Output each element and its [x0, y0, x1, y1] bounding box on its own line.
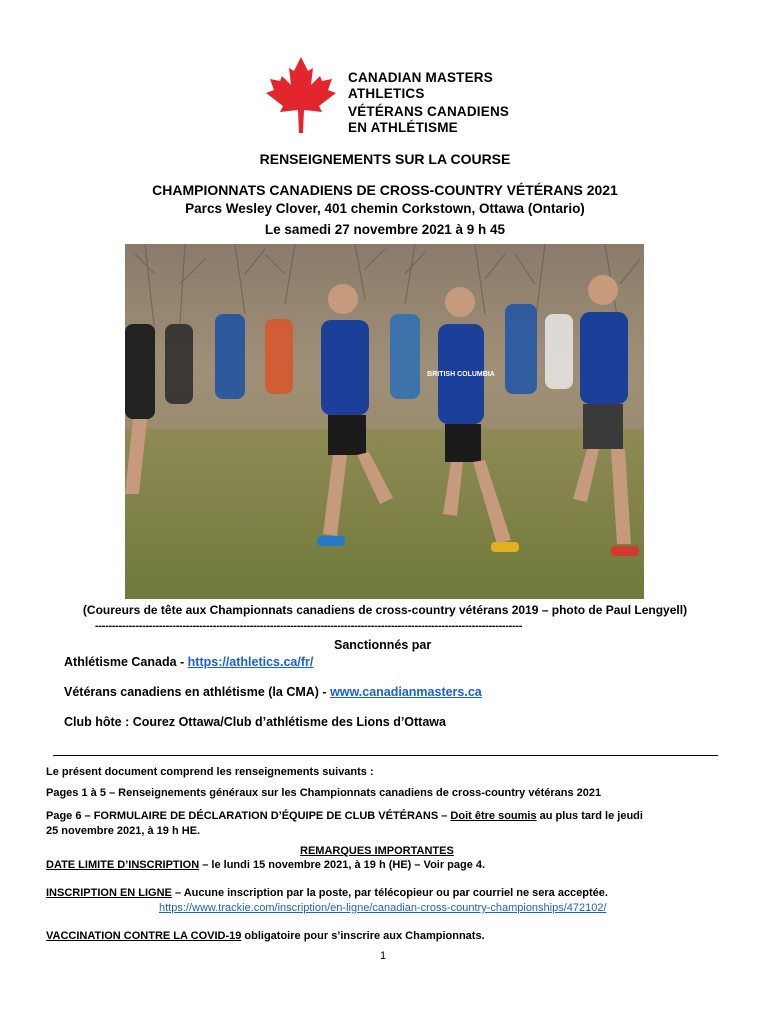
page6-text-b: au plus tard le jeudi [536, 810, 643, 822]
contents-page-6 [46, 810, 643, 822]
page6-text-a: Page 6 – FORMULAIRE DE DÉCLARATION D’ÉQUIPE DE CLUB VÉTÉRANS – [46, 810, 451, 822]
maple-leaf-icon [262, 55, 340, 135]
logo-line-4: EN ATHLÉTISME [348, 120, 458, 135]
host-club: Club hôte : Courez Ottawa/Club d’athlétisme des Lions d’Ottawa [64, 715, 446, 729]
photo-caption: (Coureurs de tête aux Championnats canadiens de cross-country vétérans 2019 – photo de Paul Lengyell) [82, 603, 688, 617]
remarks-heading: REMARQUES IMPORTANTES [300, 845, 454, 857]
contents-intro: Le présent document comprend les renseignements suivants : [46, 766, 374, 778]
organization-logo-text [348, 70, 509, 136]
page-number: 1 [380, 950, 387, 962]
deadline-text: – le lundi 15 novembre 2021, à 19 h (HE) – Voir page 4. [199, 859, 486, 871]
trackie-link[interactable]: https://www.trackie.com/inscription/en-ligne/canadian-cross-country-championships/472102/ [159, 902, 607, 914]
cma-label: Vétérans canadiens en athlétisme (la CMA) - [64, 685, 331, 699]
race-photo [125, 244, 644, 599]
event-date: Le samedi 27 novembre 2021 à 9 h 45 [264, 222, 506, 237]
online-text: – Aucune inscription par la poste, par télécopieur ou par courriel ne sera acceptée. [171, 887, 608, 899]
horizontal-rule [53, 755, 718, 756]
contents-page-6-date: 25 novembre 2021, à 19 h HE. [46, 825, 201, 837]
online-registration [46, 887, 608, 899]
sanction-heading: Sanctionnés par [334, 638, 432, 652]
online-label: INSCRIPTION EN LIGNE [46, 887, 172, 899]
jersey-text: BRITISH COLUMBIA [427, 371, 495, 378]
logo-line-2: ATHLETICS [348, 86, 425, 101]
logo-line-3: VÉTÉRANS CANADIENS [348, 104, 510, 119]
contents-pages-1-5: Pages 1 à 5 – Renseignements généraux sur les Championnats canadiens de cross-country vétérans 2021 [46, 787, 602, 799]
event-title: CHAMPIONNATS CANADIENS DE CROSS-COUNTRY VÉTÉRANS 2021 [152, 182, 618, 198]
athletics-canada-line [64, 655, 313, 669]
dashed-divider: ------------------------------------------------------------------------------------------------------------------------------- [95, 620, 523, 632]
cma-line [64, 685, 482, 699]
cma-link[interactable]: www.canadianmasters.ca [330, 685, 482, 699]
athletics-canada-label: Athlétisme Canada - [64, 655, 188, 669]
page-title: RENSEIGNEMENTS SUR LA COURSE [259, 151, 511, 167]
vaccination-text: obligatoire pour s’inscrire aux Championnats. [241, 930, 485, 942]
covid-vaccination [46, 930, 485, 942]
vaccination-label: VACCINATION CONTRE LA COVID-19 [46, 930, 242, 942]
registration-deadline [46, 859, 485, 871]
athletics-canada-link[interactable]: https://athletics.ca/fr/ [187, 655, 314, 669]
logo-line-1: CANADIAN MASTERS [348, 70, 493, 85]
deadline-label: DATE LIMITE D’INSCRIPTION [46, 859, 200, 871]
online-registration-link-line [159, 902, 607, 914]
page6-underlined: Doit être soumis [450, 810, 537, 822]
event-venue: Parcs Wesley Clover, 401 chemin Corkstown, Ottawa (Ontario) [185, 201, 585, 216]
